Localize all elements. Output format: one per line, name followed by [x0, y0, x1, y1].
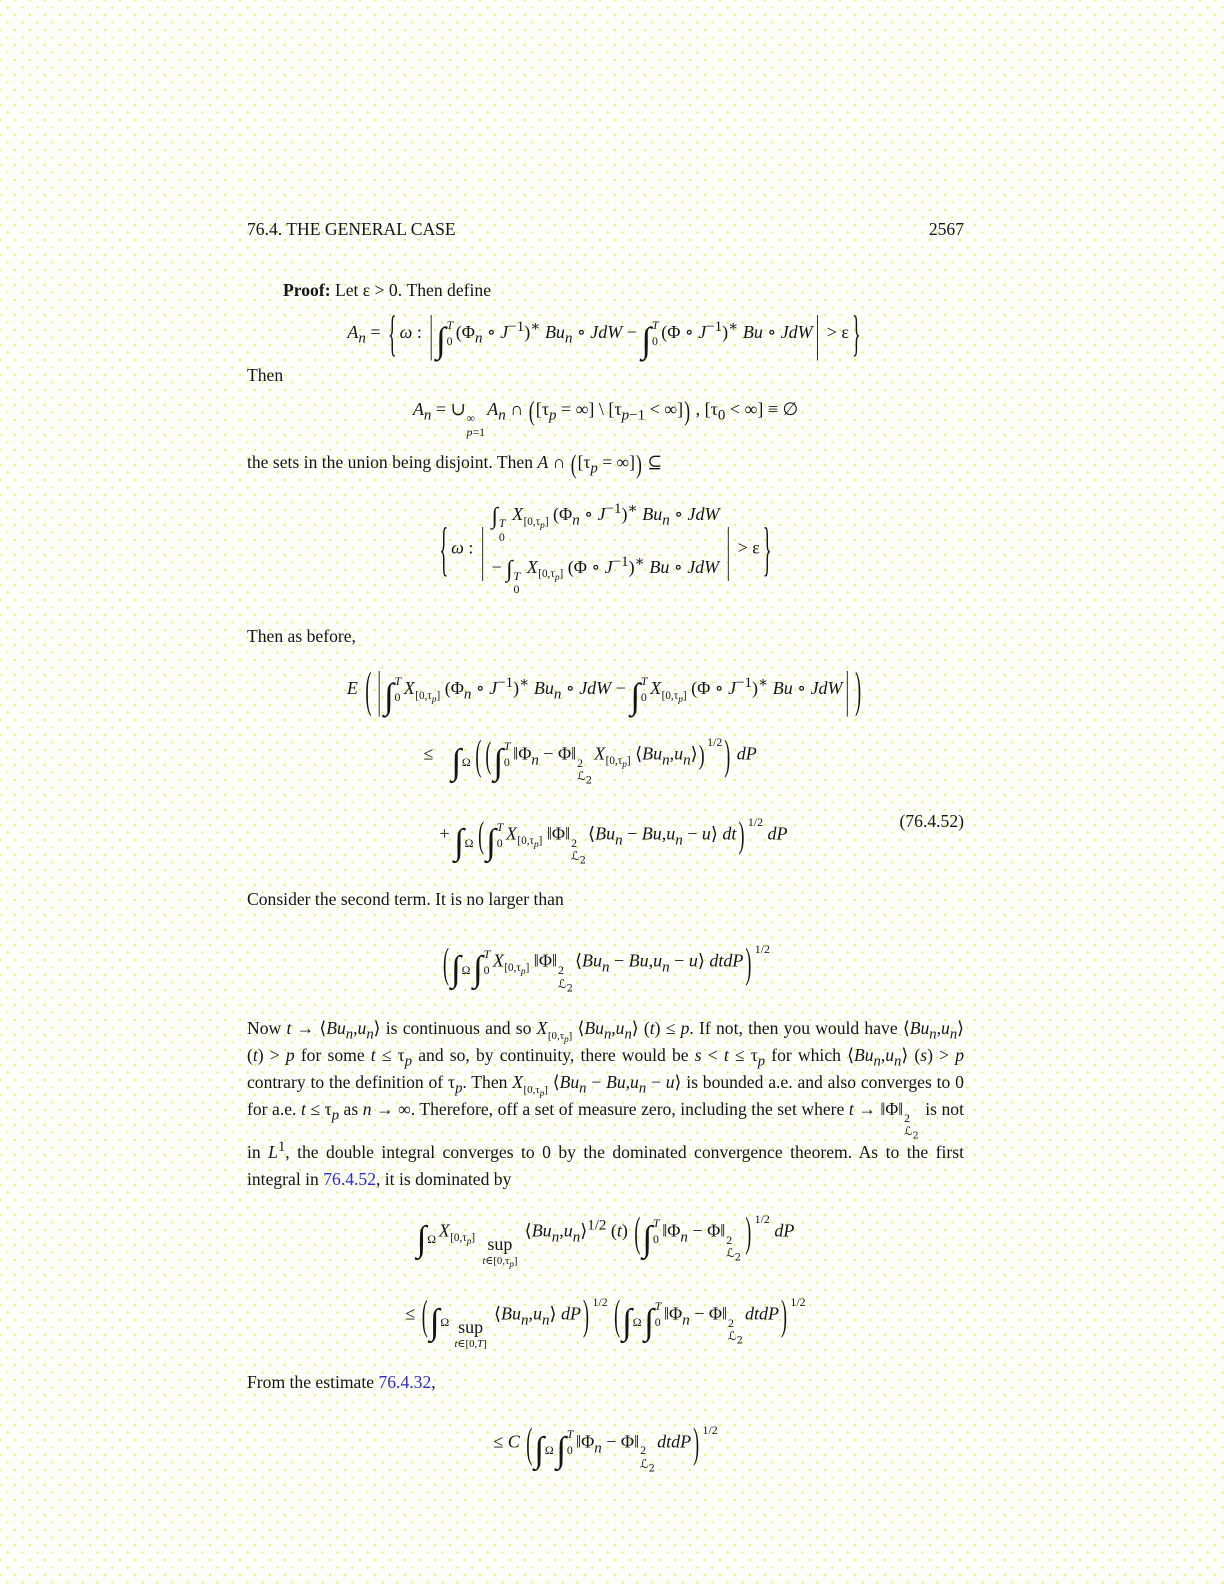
- equation-76-4-52: [247, 731, 964, 867]
- equation-line-1: ≤ ∫ Ω ( (∫ T 0 $‖\Phi_n$ − Φ‖ 2 ℒ$_2$ $X_{[0,\tau_p]}$ $⟨Bu_n,u_n⟩$) $^{1/2}$ ) dP: [423, 731, 757, 787]
- page-content: [247, 219, 965, 1475]
- equation-76-4-52-rows: [423, 731, 788, 867]
- running-header: [247, 219, 964, 240]
- from-estimate-comma: ,: [431, 1371, 436, 1392]
- consider-paragraph: Consider the second term. It is no larger than: [247, 889, 564, 910]
- then-as-before-paragraph: Then as before,: [247, 625, 356, 646]
- ref-link-76-4-32[interactable]: 76.4.32: [378, 1371, 432, 1392]
- equation-an-union: $A_n$ = ∪ ∞ p=1 $A_n$ ∩ ([$\tau_p$ = ∞] \ [$\tau_{p-1}$ < ∞]) , [$\tau_0$ < ∞] ≡ ∅: [412, 395, 799, 439]
- equation-second-term-bound: (∫ Ω ∫ T 0 $X_{[0,\tau_p]}$ ‖Φ‖ 2 ℒ$_2$ $⟨Bu_n - Bu,u_n$ − u⟩ dtdP ) $^{1/2}$: [443, 938, 770, 994]
- proof-label: Proof:: [283, 280, 331, 300]
- page-number: 2567: [928, 219, 964, 239]
- analysis-text-after-ref: , it is dominated by: [376, 1168, 512, 1189]
- ref-link-76-4-52[interactable]: 76.4.52: [323, 1168, 376, 1189]
- section-heading: 76.4. THE GENERAL CASE: [247, 219, 456, 239]
- equation-product-bound: ≤ (∫ Ω sup t∈[0,T] $⟨Bu_n,u_n⟩$ dP ) $^{1/2}$ (∫ Ω ∫ T 0 $‖\Phi_n$ − Φ‖ 2 ℒ$_2$ dtdP ) $^{1/2}$: [405, 1291, 806, 1350]
- equation-omega-set: { ω : | ∫ T 0 $X_{[0,\tau_p]}$ ($\Phi_n$ ∘ $J^{-1})^∗$ $Bu_n$ ∘ JdW − ∫ T 0 $X_{[0,\tau_p]}$ (Φ ∘ $J^{-1})^∗$ Bu ∘ JdW | > ε }: [439, 501, 772, 597]
- equation-final-bound: ≤ C (∫ Ω ∫ T 0 $‖\Phi_n$ − Φ‖ 2 ℒ$_2$ dtdP ) $^{1/2}$: [493, 1419, 718, 1475]
- equation-line-2: + ∫ Ω (∫ T 0 $X_{[0,\tau_p]}$ ‖Φ‖ 2 ℒ$_2$ $⟨Bu_n - Bu,u_n$ − u⟩ dt ) $^{1/2}$ dP: [439, 814, 788, 867]
- analysis-paragraph: [247, 1015, 964, 1193]
- equation-expectation: E ( |∫ T 0 $X_{[0,\tau_p]}$ ($\Phi_n$ ∘ $J^{-1})^∗$ $Bu_n$ ∘ JdW − ∫ T 0 $X_{[0,\tau_p]}$ (Φ ∘ $J^{-1})^∗$ Bu ∘ JdW | ): [346, 662, 862, 718]
- proof-intro-text: Let ε > 0. Then define: [330, 280, 492, 300]
- then-paragraph: Then: [247, 364, 284, 385]
- equation-first-integral-dominated: ∫ Ω $X_{[0,\tau_p]}$ sup $t\in[0,\tau_p]$ $⟨Bu_n,u_n⟩^{1/2}$ (t) (∫ T 0 $‖\Phi_n$ − Φ‖ 2 ℒ$_2$ ) $^{1/2}$ dP: [416, 1208, 795, 1270]
- from-estimate-paragraph: [247, 1369, 964, 1396]
- equation-an-definition: $A_n$ = { ω : |∫ T 0 ($\Phi_n$ ∘ $J^{-1})^∗$ $Bu_n$ ∘ JdW − ∫ T 0 (Φ ∘ $J^{-1})^∗$ Bu ∘ JdW | > ε }: [347, 306, 861, 362]
- sets-disjoint-paragraph: the sets in the union being disjoint. Then A ∩ ([$\tau_p$ = ∞]) ⊆: [247, 448, 662, 479]
- analysis-text-before-ref: Now $t \to ⟨Bu_n,u_n⟩$ is continuous and so $X_{[0,\tau_p]}$ $⟨Bu_n,u_n⟩$ (t) ≤ p. If not, then you would have $⟨Bu_n,u_n⟩$ (t) > p for some $t \le \tau_p$ and so, by continuity, there would be $s < t \le \tau_p$ for which $⟨Bu_n,u_n⟩$ (s) > p contrary to the definition of $\tau_p$. Then $X_{[0,\tau_p]}$ $⟨Bu_n - Bu,u_n$ − u⟩ is bounded a.e. and also converges to 0 for a.e. $t \le \tau_p$ as n → ∞. Therefore, off a set of measure zero, including the set where t → ‖Φ‖ 2 ℒ$_2$ is not in $L^1$, the double integral converges to 0 by the dominated convergence theorem. As to the first integral in: [247, 1018, 965, 1189]
- from-estimate-text: From the estimate: [247, 1371, 379, 1392]
- equation-number-76-4-52: (76.4.52): [899, 811, 964, 832]
